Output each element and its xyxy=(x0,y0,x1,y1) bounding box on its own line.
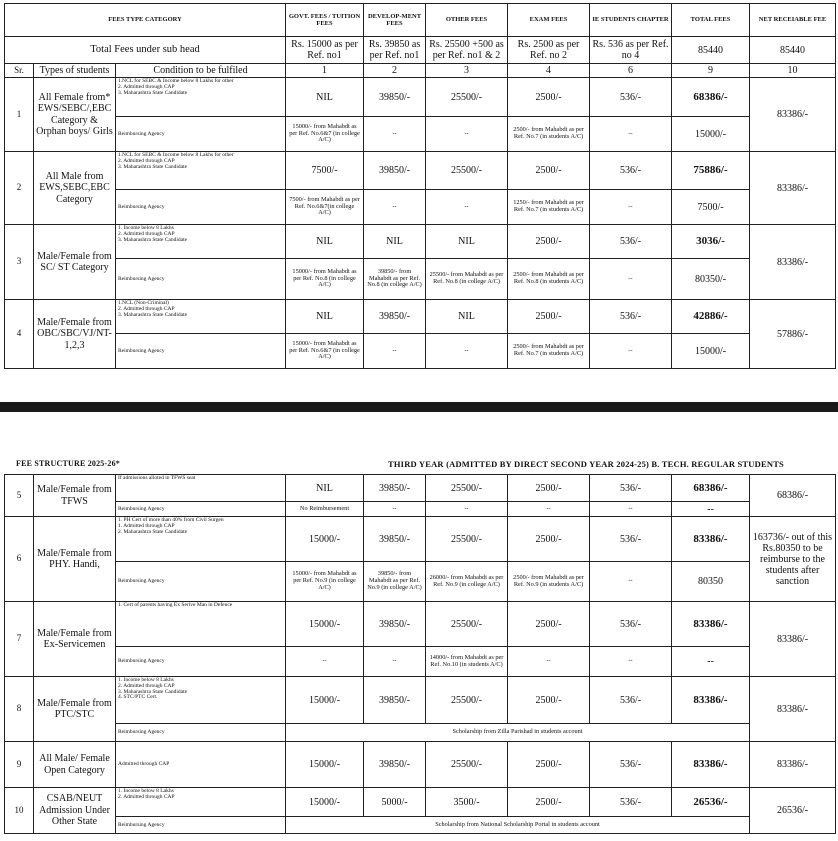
row-condition: 1. Cert of parents having Ex Serive Man in Defence xyxy=(116,602,286,647)
row-ie: 536/- xyxy=(590,225,672,259)
reimb-total: -- xyxy=(672,502,750,517)
row-exam: 2500/- xyxy=(508,788,590,817)
row-dev: 39850/- xyxy=(364,742,426,788)
col-1: 1 xyxy=(286,64,364,78)
row-condition: 1. Income below 8 Lakhs 2. Admitted through CAP 3. Maharashtra State Candidate xyxy=(116,225,286,259)
row-net: 83386/- xyxy=(750,602,836,677)
row-govt: 15000/- xyxy=(286,677,364,724)
reimb-ie: -- xyxy=(590,502,672,517)
table-row-reimburse xyxy=(5,724,836,742)
reimb-total: 7500/- xyxy=(672,190,750,225)
row-sr: 8 xyxy=(5,677,34,742)
row-net: 26536/- xyxy=(750,788,836,834)
row-sr: 3 xyxy=(5,225,34,300)
col-9: 9 xyxy=(672,64,750,78)
reimb-other: -- xyxy=(426,190,508,225)
reimbursing-agency: Reimbursing Agency xyxy=(116,117,286,152)
third-year-title: THIRD YEAR (ADMITTED BY DIRECT SECOND YEAR 2024-25) B. TECH. REGULAR STUDENTS xyxy=(388,459,784,469)
row-condition: 1. Income below 8 Lakhs 2. Admitted through CAP xyxy=(116,788,286,817)
table-row-reimburse xyxy=(5,117,836,152)
row-govt: 15000/- xyxy=(286,517,364,562)
table-row-reimburse xyxy=(5,334,836,369)
subhead-row xyxy=(5,37,836,64)
row-sr: 6 xyxy=(5,517,34,602)
row-other: 25500/- xyxy=(426,475,508,502)
row-ie: 536/- xyxy=(590,475,672,502)
page-divider xyxy=(0,402,838,412)
table-row xyxy=(5,517,836,562)
row-dev: 39850/- xyxy=(364,300,426,334)
reimb-scholarship: Scholarship from National Scholarship Portal in students account xyxy=(286,817,750,834)
row-net: 83386/- xyxy=(750,677,836,742)
row-total: 68386/- xyxy=(672,78,750,117)
reimb-scholarship: Scholarship from Zilla Parishad in students account xyxy=(286,724,750,742)
row-exam: 2500/- xyxy=(508,742,590,788)
reimb-other: 25500/- from Mahabdt as per Ref. No.8 (in college A/C) xyxy=(426,259,508,300)
row-sr: 2 xyxy=(5,152,34,225)
row-other: 25500/- xyxy=(426,152,508,190)
row-dev: 39850/- xyxy=(364,78,426,117)
header-dev: DEVELOP-MENT FEES xyxy=(364,4,426,37)
row-ie: 536/- xyxy=(590,677,672,724)
row-sr: 7 xyxy=(5,602,34,677)
row-type: Male/Female from PTC/STC xyxy=(34,677,116,742)
table-row-reimburse xyxy=(5,647,836,677)
row-dev: 39850/- xyxy=(364,602,426,647)
row-type: All Male/ Female Open Category xyxy=(34,742,116,788)
row-other: 25500/- xyxy=(426,677,508,724)
row-type: Male/Female from SC/ ST Category xyxy=(34,225,116,300)
table-row xyxy=(5,78,836,117)
row-condition: 1.NCL for SEBC & Income below 8 Lakhs for other 2. Admitted through CAP 3. Maharashtra State Candidate xyxy=(116,152,286,190)
row-govt: NIL xyxy=(286,225,364,259)
reimb-other: 26000/- from Mahabdt as per Ref. No.9 (in college A/C) xyxy=(426,562,508,602)
row-type: All Male from EWS,SEBC,EBC Category xyxy=(34,152,116,225)
reimbursing-agency: Reimbursing Agency xyxy=(116,647,286,677)
reimb-other: 14000/- from Mahabdt as per Ref. No.10 (in students A/C) xyxy=(426,647,508,677)
row-dev: 39850/- xyxy=(364,517,426,562)
table-row xyxy=(5,742,836,788)
row-net: 83386/- xyxy=(750,225,836,300)
subhead-label: Total Fees under sub head xyxy=(5,37,286,64)
reimb-govt: 15000/- from Mahabdt as per Ref. No.9 (in college A/C) xyxy=(286,562,364,602)
table-row-reimburse xyxy=(5,502,836,517)
reimb-dev: 39850/- from Mahabdt as per Ref. No.8 (in college A/C) xyxy=(364,259,426,300)
reimb-exam: 2500/- from Mahabdt as per Ref. No.9 (in students A/C) xyxy=(508,562,590,602)
table-row xyxy=(5,788,836,817)
subhead-other: Rs. 25500 +500 as per Ref. no1 & 2 xyxy=(426,37,508,64)
reimb-dev: -- xyxy=(364,647,426,677)
table-row xyxy=(5,475,836,502)
reimb-total: 15000/- xyxy=(672,117,750,152)
reimbursing-agency: Reimbursing Agency xyxy=(116,817,286,834)
reimb-ie: -- xyxy=(590,259,672,300)
reimb-dev: 39850/- from Mahabdt as per Ref. No.9 (in college A/C) xyxy=(364,562,426,602)
reimb-dev: -- xyxy=(364,190,426,225)
header-other: OTHER FEES xyxy=(426,4,508,37)
reimb-govt: 15000/- from Mahabdt as per Ref. No.6&7 (in college A/C) xyxy=(286,334,364,369)
row-type: Male/Female from Ex-Servicemen xyxy=(34,602,116,677)
table-row-reimburse xyxy=(5,190,836,225)
reimb-total: 15000/- xyxy=(672,334,750,369)
table-row xyxy=(5,602,836,647)
reimb-exam: 2500/- from Mahabdt as per Ref. No.8 (in students A/C) xyxy=(508,259,590,300)
row-other: NIL xyxy=(426,225,508,259)
col-3: 3 xyxy=(426,64,508,78)
row-total: 3036/- xyxy=(672,225,750,259)
row-exam: 2500/- xyxy=(508,517,590,562)
row-total: 83386/- xyxy=(672,602,750,647)
fee-table-page1 xyxy=(4,3,836,369)
table-row-reimburse xyxy=(5,562,836,602)
reimb-exam: -- xyxy=(508,647,590,677)
table-row xyxy=(5,677,836,724)
row-exam: 2500/- xyxy=(508,78,590,117)
row-govt: 7500/- xyxy=(286,152,364,190)
reimb-exam: -- xyxy=(508,502,590,517)
row-type: Male/Female from TFWS xyxy=(34,475,116,517)
row-ie: 536/- xyxy=(590,152,672,190)
header-ie: IE STUDENTS CHAPTER xyxy=(590,4,672,37)
row-other: 25500/- xyxy=(426,517,508,562)
col-types: Types of students xyxy=(34,64,116,78)
col-4: 4 xyxy=(508,64,590,78)
reimb-ie: -- xyxy=(590,117,672,152)
row-total: 83386/- xyxy=(672,677,750,724)
row-condition: Admitted through CAP xyxy=(116,742,286,788)
header-exam: EXAM FEES xyxy=(508,4,590,37)
row-net: 83386/- xyxy=(750,78,836,152)
row-other: 3500/- xyxy=(426,788,508,817)
reimb-govt: No Reimbursement xyxy=(286,502,364,517)
subhead-total: 85440 xyxy=(672,37,750,64)
row-condition: 1.NCL (Non-Criminal) 2. Admitted through CAP 3. Maharashtra State Candidate xyxy=(116,300,286,334)
row-other: 25500/- xyxy=(426,742,508,788)
reimbursing-agency: Reimbursing Agency xyxy=(116,334,286,369)
row-other: NIL xyxy=(426,300,508,334)
row-condition: 1. Income below 8 Lakhs 2. Admitted through CAP 3. Maharashtra State Candidate 4. STC/PTC Cert. xyxy=(116,677,286,724)
reimb-exam: 2500/- from Mahabdt as per Ref. No.7 (in students A/C) xyxy=(508,117,590,152)
row-exam: 2500/- xyxy=(508,225,590,259)
row-condition: 1. PH Cert of more than 40% from Civil Surgen 1. Admitted through CAP 2. Maharashtra State Candidate xyxy=(116,517,286,562)
reimbursing-agency: Reimbursing Agency xyxy=(116,259,286,300)
row-ie: 536/- xyxy=(590,300,672,334)
col-6: 6 xyxy=(590,64,672,78)
reimb-other: -- xyxy=(426,502,508,517)
row-ie: 536/- xyxy=(590,78,672,117)
row-govt: NIL xyxy=(286,300,364,334)
row-total: 26536/- xyxy=(672,788,750,817)
reimb-total: -- xyxy=(672,647,750,677)
row-govt: NIL xyxy=(286,78,364,117)
row-type: CSAB/NEUT Admission Under Other State xyxy=(34,788,116,834)
header-total: TOTAL FEES xyxy=(672,4,750,37)
row-sr: 10 xyxy=(5,788,34,834)
table-row xyxy=(5,225,836,259)
row-condition: 1.NCL for SEBC & Income below 8 Lakhs for other 2. Admitted through CAP 3. Maharashtra State Candidate xyxy=(116,78,286,117)
row-sr: 1 xyxy=(5,78,34,152)
fee-structure-title: FEE STRUCTURE 2025-26* xyxy=(16,459,120,468)
row-ie: 536/- xyxy=(590,517,672,562)
subhead-net: 85440 xyxy=(750,37,836,64)
row-net: 68386/- xyxy=(750,475,836,517)
reimb-dev: -- xyxy=(364,334,426,369)
row-ie: 536/- xyxy=(590,602,672,647)
col-2: 2 xyxy=(364,64,426,78)
row-dev: 39850/- xyxy=(364,152,426,190)
subhead-dev: Rs. 39850 as per Ref. no1 xyxy=(364,37,426,64)
subhead-ie: Rs. 536 as per Ref. no 4 xyxy=(590,37,672,64)
row-total: 68386/- xyxy=(672,475,750,502)
row-govt: 15000/- xyxy=(286,788,364,817)
table-row xyxy=(5,300,836,334)
row-net: 83386/- xyxy=(750,742,836,788)
row-exam: 2500/- xyxy=(508,152,590,190)
row-other: 25500/- xyxy=(426,602,508,647)
row-type: Male/Female from OBC/SBC/VJ/NT-1,2,3 xyxy=(34,300,116,369)
row-dev: 5000/- xyxy=(364,788,426,817)
reimb-other: -- xyxy=(426,117,508,152)
table-row-reimburse xyxy=(5,817,836,834)
reimb-exam: 2500/- from Mahabdt as per Ref. No.7 (in students A/C) xyxy=(508,334,590,369)
row-govt: NIL xyxy=(286,475,364,502)
fee-table-page2 xyxy=(4,474,836,834)
reimb-other: -- xyxy=(426,334,508,369)
row-total: 42886/- xyxy=(672,300,750,334)
header-net: NET RECEIABLE FEE xyxy=(750,4,836,37)
row-dev: NIL xyxy=(364,225,426,259)
header-row xyxy=(5,4,836,37)
col-sr: Sr. xyxy=(5,64,34,78)
reimb-ie: -- xyxy=(590,562,672,602)
col-condition: Condition to be fulfiled xyxy=(116,64,286,78)
reimb-ie: -- xyxy=(590,647,672,677)
row-ie: 536/- xyxy=(590,742,672,788)
reimb-govt: 15000/- from Mahabdt as per Ref. No.8 (in college A/C) xyxy=(286,259,364,300)
row-exam: 2500/- xyxy=(508,602,590,647)
subhead-govt: Rs. 15000 as per Ref. no1 xyxy=(286,37,364,64)
row-type: Male/Female from PHY. Handi, xyxy=(34,517,116,602)
reimb-govt: 15000/- from Mahabdt as per Ref. No.6&7 (in college A/C) xyxy=(286,117,364,152)
table-row-reimburse xyxy=(5,259,836,300)
reimbursing-agency: Reimbursing Agency xyxy=(116,724,286,742)
reimb-govt: 7500/- from Mahabdt as per Ref. No.6&7(in college A/C) xyxy=(286,190,364,225)
reimb-dev: -- xyxy=(364,502,426,517)
row-total: 83386/- xyxy=(672,517,750,562)
reimb-ie: -- xyxy=(590,334,672,369)
row-exam: 2500/- xyxy=(508,475,590,502)
header-govt: GOVT. FEES / TUITION FEES xyxy=(286,4,364,37)
row-condition: If admissions alloted in TFWS seat xyxy=(116,475,286,502)
header-category: FEES TYPE CATEGORY xyxy=(5,4,286,37)
reimb-ie: -- xyxy=(590,190,672,225)
reimb-dev: -- xyxy=(364,117,426,152)
row-dev: 39850/- xyxy=(364,677,426,724)
row-ie: 536/- xyxy=(590,788,672,817)
row-net: 83386/- xyxy=(750,152,836,225)
row-net: 163736/- out of this Rs.80350 to be reimburse to the students after sanction xyxy=(750,517,836,602)
reimbursing-agency: Reimbursing Agency xyxy=(116,502,286,517)
colnum-row xyxy=(5,64,836,78)
row-exam: 2500/- xyxy=(508,677,590,724)
row-total: 83386/- xyxy=(672,742,750,788)
row-govt: 15000/- xyxy=(286,742,364,788)
row-net: 57886/- xyxy=(750,300,836,369)
col-10: 10 xyxy=(750,64,836,78)
table-row xyxy=(5,152,836,190)
row-exam: 2500/- xyxy=(508,300,590,334)
row-other: 25500/- xyxy=(426,78,508,117)
row-total: 75886/- xyxy=(672,152,750,190)
reimb-total: 80350 xyxy=(672,562,750,602)
row-type: All Female from* EWS/SEBC/,EBC Category & Orphan boys/ Girls xyxy=(34,78,116,152)
row-sr: 9 xyxy=(5,742,34,788)
reimb-exam: 1250/- from Mahabdt as per Ref. No.7 (in students A/C) xyxy=(508,190,590,225)
reimbursing-agency: Reimbursing Agency xyxy=(116,562,286,602)
row-govt: 15000/- xyxy=(286,602,364,647)
reimbursing-agency: Reimbursing Agency xyxy=(116,190,286,225)
reimb-total: 80350/- xyxy=(672,259,750,300)
reimb-govt: -- xyxy=(286,647,364,677)
row-dev: 39850/- xyxy=(364,475,426,502)
subhead-exam: Rs. 2500 as per Ref. no 2 xyxy=(508,37,590,64)
row-sr: 5 xyxy=(5,475,34,517)
row-sr: 4 xyxy=(5,300,34,369)
